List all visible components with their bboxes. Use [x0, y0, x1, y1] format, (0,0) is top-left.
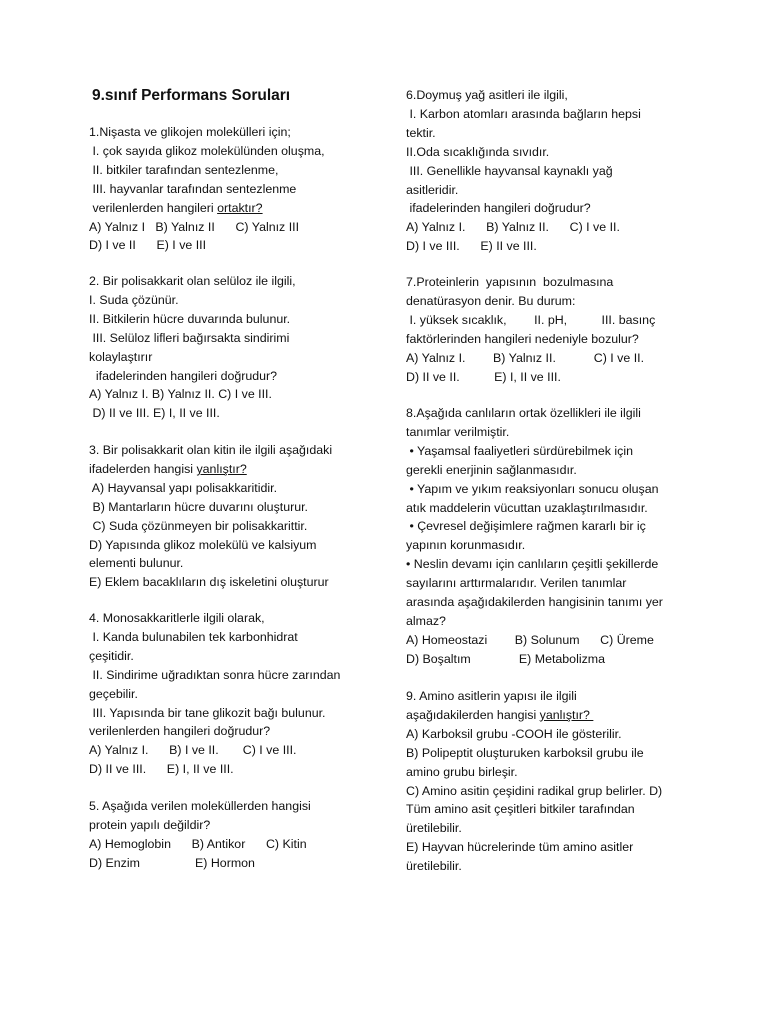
question-1-stem: 1.Nişasta ve glikojen molekülleri için; [89, 125, 291, 139]
question-3-option-d: D) Yapısında glikoz molekülü ve kalsiyum [89, 537, 317, 552]
question-2 [89, 272, 296, 423]
question-8-stem-cont: tanımlar verilmiştir. [406, 424, 510, 439]
question-3-prompt [89, 460, 332, 479]
question-9-option-e-cont: üretilebilir. [406, 859, 462, 874]
question-9-prompt [406, 706, 662, 725]
question-3-prompt-text: ifadelerden hangisi [89, 461, 197, 476]
question-3-underlined-word: yanlıştır? [196, 461, 247, 476]
question-9-option-b-cont: amino grubu birleşir. [406, 764, 518, 779]
question-9-option-d-cont: üretilebilir. [406, 821, 462, 836]
question-6-stem: 6.Doymuş yağ asitleri ile ilgili, [406, 88, 568, 102]
question-6-item-2: II.Oda sıcaklığında sıvıdır. [406, 144, 550, 159]
question-7-options-a-c: A) Yalnız I. B) Yalnız II. C) I ve II. [406, 350, 645, 365]
question-4-item-1: I. Kanda bulunabilen tek karbonhidrat [89, 629, 298, 644]
question-7-stem: 7.Proteinlerin yapısının bozulmasına [406, 275, 614, 289]
question-5-stem: 5. Aşağıda verilen moleküllerden hangisi [89, 799, 311, 813]
question-4-item-2: II. Sindirime uğradıktan sonra hücre zarından [89, 667, 341, 682]
question-2-prompt: ifadelerinden hangileri doğrudur? [89, 368, 278, 383]
question-1-prompt [89, 199, 325, 218]
question-2-item-1: I. Suda çözünür. [89, 292, 179, 307]
question-9-stem: 9. Amino asitlerin yapısı ile ilgili [406, 689, 577, 703]
question-4-item-2-cont: geçebilir. [89, 686, 138, 701]
question-7-items: I. yüksek sıcaklık, II. pH, III. basınç [406, 312, 656, 327]
question-6-item-3: III. Genellikle hayvansal kaynaklı yağ [406, 163, 613, 178]
question-2-item-2: II. Bitkilerin hücre duvarında bulunur. [89, 311, 291, 326]
question-5 [89, 797, 311, 873]
question-9-option-d: Tüm amino asit çeşitleri bitkiler tarafından [406, 802, 635, 817]
question-6-options-d-e: D) I ve III. E) II ve III. [406, 239, 537, 254]
question-3-option-c: C) Suda çözünmeyen bir polisakkarittir. [89, 518, 308, 533]
question-3-stem: 3. Bir polisakkarit olan kitin ile ilgili aşağıdaki [89, 443, 333, 457]
question-8-bullet-3-cont: yapının korunmasıdır. [406, 538, 526, 553]
question-3-option-e: E) Eklem bacaklıların dış iskeletini oluşturur [89, 575, 329, 590]
question-8-stem: 8.Aşağıda canlıların ortak özellikleri ile ilgili [406, 406, 641, 420]
question-1-item-3: III. hayvanlar tarafından sentezlenme [89, 181, 297, 196]
question-8-bullet-4: • Neslin devamı için canlıların çeşitli şekillerde [406, 557, 659, 572]
question-6-options-a-c: A) Yalnız I. B) Yalnız II. C) I ve II. [406, 220, 620, 235]
question-7-prompt: faktörlerinden hangileri nedeniyle bozulur? [406, 331, 639, 346]
question-9-option-a: A) Karboksil grubu -COOH ile gösterilir. [406, 726, 622, 741]
question-4-stem: 4. Monosakkaritlerle ilgili olarak, [89, 611, 265, 625]
question-2-item-3-cont: kolaylaştırır [89, 349, 153, 364]
question-8-bullet-1-cont: gerekli enerjinin sağlanmasıdır. [406, 462, 577, 477]
question-9 [406, 687, 662, 876]
question-6 [406, 86, 641, 256]
question-5-options-a-c: A) Hemoglobin B) Antikor C) Kitin [89, 836, 307, 851]
question-8-bullet-2-cont: atık maddelerin vücuttan uzaklaştırılmasıdır. [406, 500, 648, 515]
question-3-option-b: B) Mantarların hücre duvarını oluşturur. [89, 499, 309, 514]
question-8-bullet-4-cont: sayılarını arttırmalarıdır. Verilen tanımlar [406, 576, 627, 591]
question-2-options-a-c: A) Yalnız I. B) Yalnız II. C) I ve III. [89, 387, 272, 402]
question-9-prompt-text: aşağıdakilerden hangisi [406, 707, 540, 722]
question-1-underlined-word: ortaktır? [217, 200, 263, 215]
question-9-option-c: C) Amino asitin çeşidini radikal grup belirler. D) [406, 783, 663, 798]
page-title: 9.sınıf Performans Soruları [92, 87, 291, 104]
question-2-item-3: III. Selüloz lifleri bağırsakta sindirimi [89, 330, 290, 345]
question-5-stem-cont: protein yapılı değildir? [89, 817, 211, 832]
question-6-item-3-cont: asitleridir. [406, 182, 459, 197]
question-4-item-3: III. Yapısında bir tane glikozit bağı bulunur. [89, 705, 326, 720]
question-4-prompt: verilenlerden hangileri doğrudur? [89, 724, 271, 739]
question-4-options-a-c: A) Yalnız I. B) I ve II. C) I ve III. [89, 743, 297, 758]
question-7-stem-cont: denatürasyon denir. Bu durum: [406, 293, 576, 308]
question-5-options-d-e: D) Enzim E) Hormon [89, 855, 255, 870]
question-8-prompt: arasında aşağıdakilerden hangisinin tanımı yer [406, 595, 663, 610]
question-2-stem: 2. Bir polisakkarit olan selüloz ile ilgili, [89, 274, 296, 288]
question-1 [89, 123, 325, 255]
question-8-bullet-1: • Yaşamsal faaliyetleri sürdürebilmek için [406, 443, 633, 458]
question-6-item-1: I. Karbon atomları arasında bağların hepsi [406, 106, 641, 121]
question-4-item-1-cont: çeşitidir. [89, 648, 134, 663]
question-8-bullet-3: • Çevresel değişimlere rağmen kararlı bir iç [406, 519, 646, 534]
question-9-underlined-word: yanlıştır? [539, 707, 594, 722]
question-7-options-d-e: D) II ve II. E) I, II ve III. [406, 369, 561, 384]
question-3 [89, 441, 332, 592]
question-2-options-d-e: D) II ve III. E) I, II ve III. [89, 406, 220, 421]
question-1-item-2: II. bitkiler tarafından sentezlenme, [89, 162, 279, 177]
question-8-bullet-2: • Yapım ve yıkım reaksiyonları sonucu oluşan [406, 481, 659, 496]
question-8-prompt-cont: almaz? [406, 613, 446, 628]
question-1-options-d-e: D) I ve II E) I ve III [89, 238, 207, 253]
question-3-option-d-cont: elementi bulunur. [89, 556, 184, 571]
question-4 [89, 609, 340, 779]
question-8-options-a-c: A) Homeostazi B) Solunum C) Üreme [406, 632, 654, 647]
question-9-option-e: E) Hayvan hücrelerinde tüm amino asitler [406, 840, 634, 855]
question-3-option-a: A) Hayvansal yapı polisakkaritidir. [89, 480, 278, 495]
question-1-prompt-text: verilenlerden hangileri [89, 200, 218, 215]
question-1-options-a-c: A) Yalnız I B) Yalnız II C) Yalnız III [89, 219, 300, 234]
question-8-options-d-e: D) Boşaltım E) Metabolizma [406, 651, 605, 666]
question-7 [406, 273, 655, 386]
question-9-option-b: B) Polipeptit oluşturuken karboksil grubu ile [406, 745, 644, 760]
question-1-item-1: I. çok sayıda glikoz molekülünden oluşma, [89, 143, 325, 158]
question-8 [406, 404, 663, 669]
question-6-prompt: ifadelerinden hangileri doğrudur? [406, 201, 591, 216]
question-6-item-1-cont: tektir. [406, 125, 436, 140]
question-4-options-d-e: D) II ve III. E) I, II ve III. [89, 762, 234, 777]
